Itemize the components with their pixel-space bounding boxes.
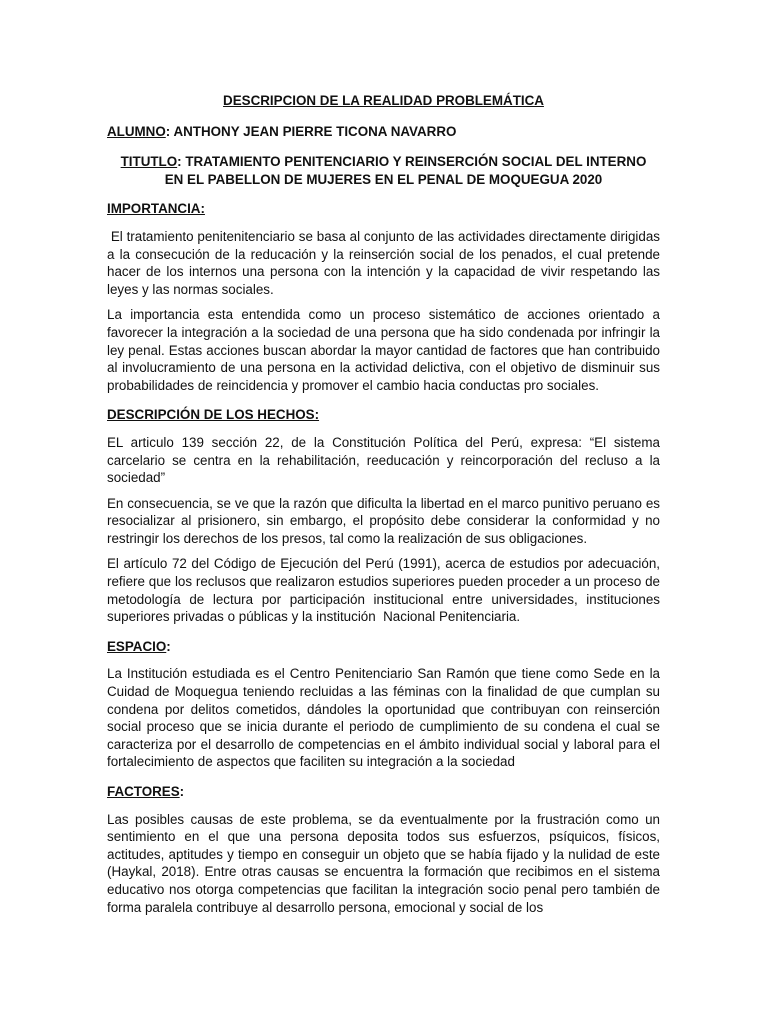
document-page: [107, 90, 664, 916]
section-heading-factores: [107, 783, 660, 801]
espacio-heading-colon: :: [166, 638, 171, 654]
document-title: DESCRIPCION DE LA REALIDAD PROBLEMÁTICA: [223, 93, 544, 108]
espacio-heading-text: ESPACIO: [107, 638, 167, 654]
section-heading-espacio: [107, 638, 660, 656]
espacio-paragraph-1: La Institución estudiada es el Centro Penitenciario San Ramón que tiene como Sede en la Cuidad de Moquegua teniendo recluidas a las féminas con la finalidad de que cumplan su condena por delitos cometidos, dándoles la oportunidad que contribuyan con reinserción social proceso que se inicia durante el periodo de cumplimiento de su condena el cual se caracteriza por el desarrollo de competencias en el ámbito individual social y laboral para el fortalecimiento de aspectos que faciliten su integración a la sociedad: [107, 666, 660, 770]
importancia-paragraph-1: El tratamiento penitenitenciario se basa al conjunto de las actividades directamente dirigidas a la consecución de la reducación y la reinserción social de los penados, el cual pretende hacer de los internos una persona con la intención y la capacidad de vivir respetando las leyes y las normas sociales.: [107, 228, 664, 297]
student-label: ALUMNO: [107, 123, 166, 139]
thesis-line-2: EN EL PABELLON DE MUJERES EN EL PENAL DE MOQUEGUA 2020: [164, 171, 603, 187]
hechos-paragraph-2: En consecuencia, se ve que la razón que dificulta la libertad en el marco punitivo peruano es resocializar al prisionero, sin embargo, el propósito debe considerar la conformidad y no restringir los derechos de los presos, tal como la realización de sus obligaciones.: [107, 495, 660, 546]
importancia-heading-colon: :: [200, 201, 205, 217]
thesis-label: TITUTLO: [120, 154, 178, 170]
section-heading-hechos: DESCRIPCIÓN DE LOS HECHOS:: [107, 407, 320, 423]
hechos-paragraph-3: El artículo 72 del Código de Ejecución del Perú (1991), acerca de estudios por adecuación, refiere que los reclusos que realizaron estudios superiores pueden proceder a un proceso de metodología de lectura por participación institucional entre universidades, instituciones superiores privadas o públicas y la institución Nacional Penitenciaria.: [107, 556, 664, 625]
student-line: [107, 123, 660, 141]
thesis-line-1: : TRATAMIENTO PENITENCIARIO Y REINSERCIÓN SOCIAL DEL INTERNO: [177, 154, 647, 170]
factores-heading-text: FACTORES: [107, 784, 180, 799]
importancia-paragraph-2: La importancia esta entendida como un proceso sistemático de acciones orientado a favorecer la integración a la sociedad de una persona que ha sido condenada por infringir la ley penal. Estas acciones buscan abordar la mayor cantidad de factores que han contribuido al involucramiento de una persona en la actividad delictiva, con el objetivo de disminuir sus probabilidades de reincidencia y promover el cambio hacia conductas pro sociales.: [107, 307, 660, 393]
section-heading-importancia: [107, 200, 660, 218]
thesis-title: [107, 153, 660, 188]
hechos-paragraph-1: EL articulo 139 sección 22, de la Constitución Política del Perú, expresa: “El sistema carcelario se centra en la rehabilitación, reeducación y reincorporación del recluso a la sociedad”: [107, 434, 660, 486]
factores-heading-colon: :: [179, 784, 185, 799]
importancia-heading-text: IMPORTANCIA: [107, 201, 201, 217]
factores-paragraph-1: Las posibles causas de este problema, se da eventualmente por la frustración como un sentimiento en el que una persona deposita todos sus esfuerzos, psíquicos, físicos, actitudes, aptitudes y tiempo en conseguir un objeto que se había fijado y la nulidad de este (Haykal, 2018). Entre otras causas se encuentra la formación que recibimos en el sistema educativo nos otorga competencias que facilitan la integración socio penal pero también de forma paralela contribuye al desarrollo persona, emocional y social de los: [107, 811, 660, 915]
student-name: : ANTHONY JEAN PIERRE TICONA NAVARRO: [165, 123, 457, 139]
